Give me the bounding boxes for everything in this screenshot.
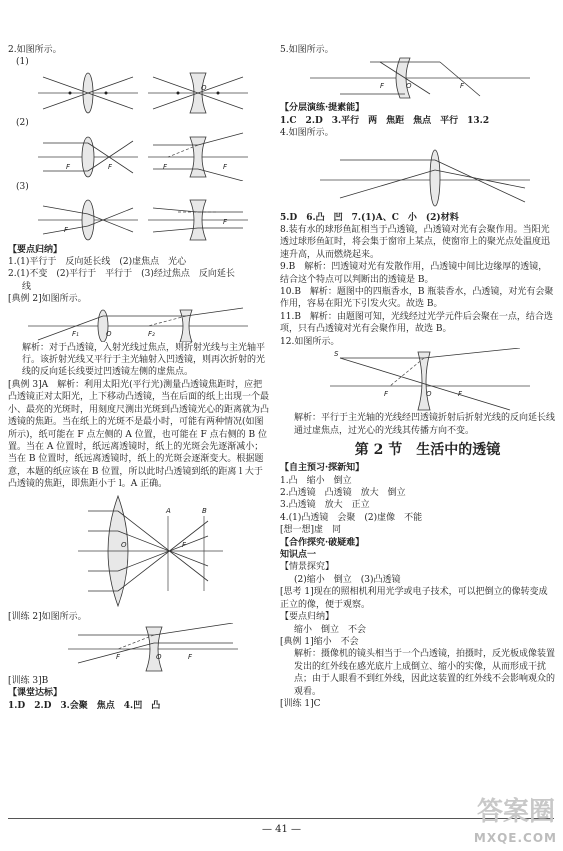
analysis-1: 解析：对于凸透镜，入射光线过焦点，则折射光线与主光轴平行。该折射光线又平行于主光轴射入凹透镜，则再次折射的光线的反向延长线要过凹透镜左侧的虚焦点。 xyxy=(22,342,266,378)
train-1: [训练 1]C xyxy=(280,698,321,709)
q5: 5.如图所示。 xyxy=(280,45,334,55)
think-1: [思考 1]现在的照相机利用光学或电子技术，可以把倒立的像转变成正立的像，便于观察。 xyxy=(280,587,548,610)
watermark-url: MXQE.COM xyxy=(473,831,557,846)
summary-heading: 【要点归纳】 xyxy=(8,244,63,255)
fig-label-3: (3) xyxy=(16,182,29,193)
r9: 9.B 解析：凹透镜对光有发散作用，凸透镜中间比边缘厚的透镜，结合这个特点可以判断出的透镜是 B。 xyxy=(280,262,548,285)
r12-diagram xyxy=(280,348,550,412)
page-number: — 41 — xyxy=(261,824,302,835)
o-label: O xyxy=(406,82,412,91)
f-label: F xyxy=(458,390,463,399)
ray-diagram-2 xyxy=(8,129,258,181)
s-label: S xyxy=(334,350,339,359)
r11: 11.B 解析：由题图可知，光线经过光学元件后会聚在一点，结合选项，只有凸透镜对光有会聚作用，故选 B。 xyxy=(280,311,553,335)
r4-diagram xyxy=(280,140,550,212)
r8: 8.装有水的球形鱼缸相当于凸透镜，凸透镜对光有会聚作用。当阳光透过球形鱼缸时，将会集于窗帘上某点，使窗帘上的聚光点处温度迅速升高，从而燃烧起来。 xyxy=(280,225,551,260)
summary-2b: 线 xyxy=(22,281,32,292)
scene-answer: (2)缩小 倒立 (3)凸透镜 xyxy=(294,574,401,585)
o-label: O xyxy=(156,652,162,661)
f-label: F xyxy=(66,163,71,172)
scene-heading: 【情景探究】 xyxy=(280,562,335,573)
classroom-heading: 【课堂达标】 xyxy=(8,688,63,699)
footer-rule xyxy=(8,818,554,819)
f-label: F xyxy=(380,82,385,91)
f-label: F xyxy=(384,390,389,399)
train-2-diagram xyxy=(8,623,258,673)
train-3: [训练 3]B xyxy=(8,675,49,686)
example-1: [典例 1]缩小 不会 xyxy=(280,636,359,647)
r12-analysis: 解析：平行于主光轴的光线经凹透镜折射后折射光线的反向延长线通过虚焦点，过光心的光线其传播方向不变。 xyxy=(294,413,556,436)
a1: 1.凸 缩小 倒立 xyxy=(280,475,352,486)
a4: 4.(1)凸透镜 会聚 (2)虚像 不能 xyxy=(280,512,423,523)
f-label: F xyxy=(64,225,69,234)
r4: 4.如图所示。 xyxy=(280,128,334,139)
ray-diagram-1 xyxy=(8,69,258,117)
classroom-answers: 1.D 2.D 3.会聚 焦点 4.凹 凸 xyxy=(8,700,161,711)
o-label: O xyxy=(106,329,112,338)
watermark-logo: 答案圈 xyxy=(476,797,555,828)
a3: 3.凸透镜 放大 正立 xyxy=(280,500,370,511)
q5-diagram xyxy=(280,56,550,102)
train-2: [训练 2]如图所示。 xyxy=(8,611,87,622)
a-label: A xyxy=(166,506,171,515)
o-label: O xyxy=(426,390,432,399)
r1: 1.C 2.D 3.平行 两 焦距 焦点 平行 13.2 xyxy=(280,115,490,126)
fig-label-1: (1) xyxy=(16,57,29,68)
summary-2-heading: 【要点归纳】 xyxy=(280,612,335,623)
summary-2-answer: 缩小 倒立 不会 xyxy=(294,624,367,635)
example-2: [典例 2]如图所示。 xyxy=(8,294,87,305)
f-label: F xyxy=(460,82,465,91)
summary-2: 2.(1)不变 (2)平行于 平行于 (3)经过焦点 反向延长 xyxy=(8,269,235,280)
knowledge-point-1: 知识点一 xyxy=(280,550,317,561)
q2-heading: 2.如图所示。 xyxy=(8,45,62,55)
think: [想一想]虚 同 xyxy=(280,525,342,536)
f-label: F xyxy=(182,540,187,549)
summary-1: 1.(1)平行于 反向延长线 (2)虚焦点 光心 xyxy=(8,257,187,268)
section-title: 第 2 节 生活中的透镜 xyxy=(354,441,501,458)
right-column xyxy=(280,0,555,710)
f-label: F xyxy=(223,163,228,172)
r5: 5.D 6.凸 凹 7.(1)A、C 小 (2)材料 xyxy=(280,212,459,223)
example-3: [典例 3]A 解析：利用太阳光(平行光)测量凸透镜焦距时，应把凸透镜正对太阳光，上下移动凸透镜，当在后面的纸上出现一个最小、最亮的光斑时，用刻度尺测出光斑到凸透镜光心的距离就为凸透镜的焦距。当在纸上的光斑不是最小时，可能有两种情况(如图所示)，纸可能在 F 点左侧的 A 位置，也可能在 F 点右侧的 B 位置。当在 A 位置时，纸远离透镜时，纸上的光斑会先逐渐减小；当在 B 位置时，纸远离透镜时，纸上的光斑会逐渐变大。根据题意，本题的纸应该在 B 位置，所以此时凸透镜到纸的距离 l 大于凸透镜的焦距，即焦距小于 l。A 正确。 xyxy=(8,379,270,490)
example-2-diagram xyxy=(8,306,258,342)
layer-heading: 【分层演练·提素能】 xyxy=(280,103,365,114)
o-label: O xyxy=(121,540,127,549)
f-label: F xyxy=(163,163,168,172)
ray-diagram-3 xyxy=(8,194,258,244)
f-label: F xyxy=(223,217,228,226)
f-label: F xyxy=(108,163,113,172)
f1-label: F₁ xyxy=(72,329,79,338)
b-label: B xyxy=(202,506,207,515)
r10: 10.B 解析：题图中的四瓶香水，B 瓶装香水，凸透镜，对光有会聚作用，容易在阳光下引发火灾。故选 B。 xyxy=(280,287,554,310)
o-label: O xyxy=(201,83,207,92)
left-column xyxy=(8,0,270,712)
f-label: F xyxy=(116,652,121,661)
fig-label-2: (2) xyxy=(16,117,29,128)
a2: 2.凸透镜 凸透镜 放大 倒立 xyxy=(280,488,406,499)
example-1-analysis: 解析：摄像机的镜头相当于一个凸透镜，拍摄时，反光板成像装置发出的红外线在感光底片上成倒立、缩小的实像，从而形成干扰点；由于人眼看不到红外线，因此这装置的红外线不会影响观众的观看。 xyxy=(294,649,556,697)
coop-heading: 【合作探究·破疑难】 xyxy=(280,537,365,548)
example-3-diagram xyxy=(8,491,258,611)
f2-label: F₂ xyxy=(148,329,155,338)
r12: 12.如图所示。 xyxy=(280,336,340,347)
f-label: F xyxy=(188,652,193,661)
self-study-heading: 【自主预习·探新知】 xyxy=(280,463,365,474)
